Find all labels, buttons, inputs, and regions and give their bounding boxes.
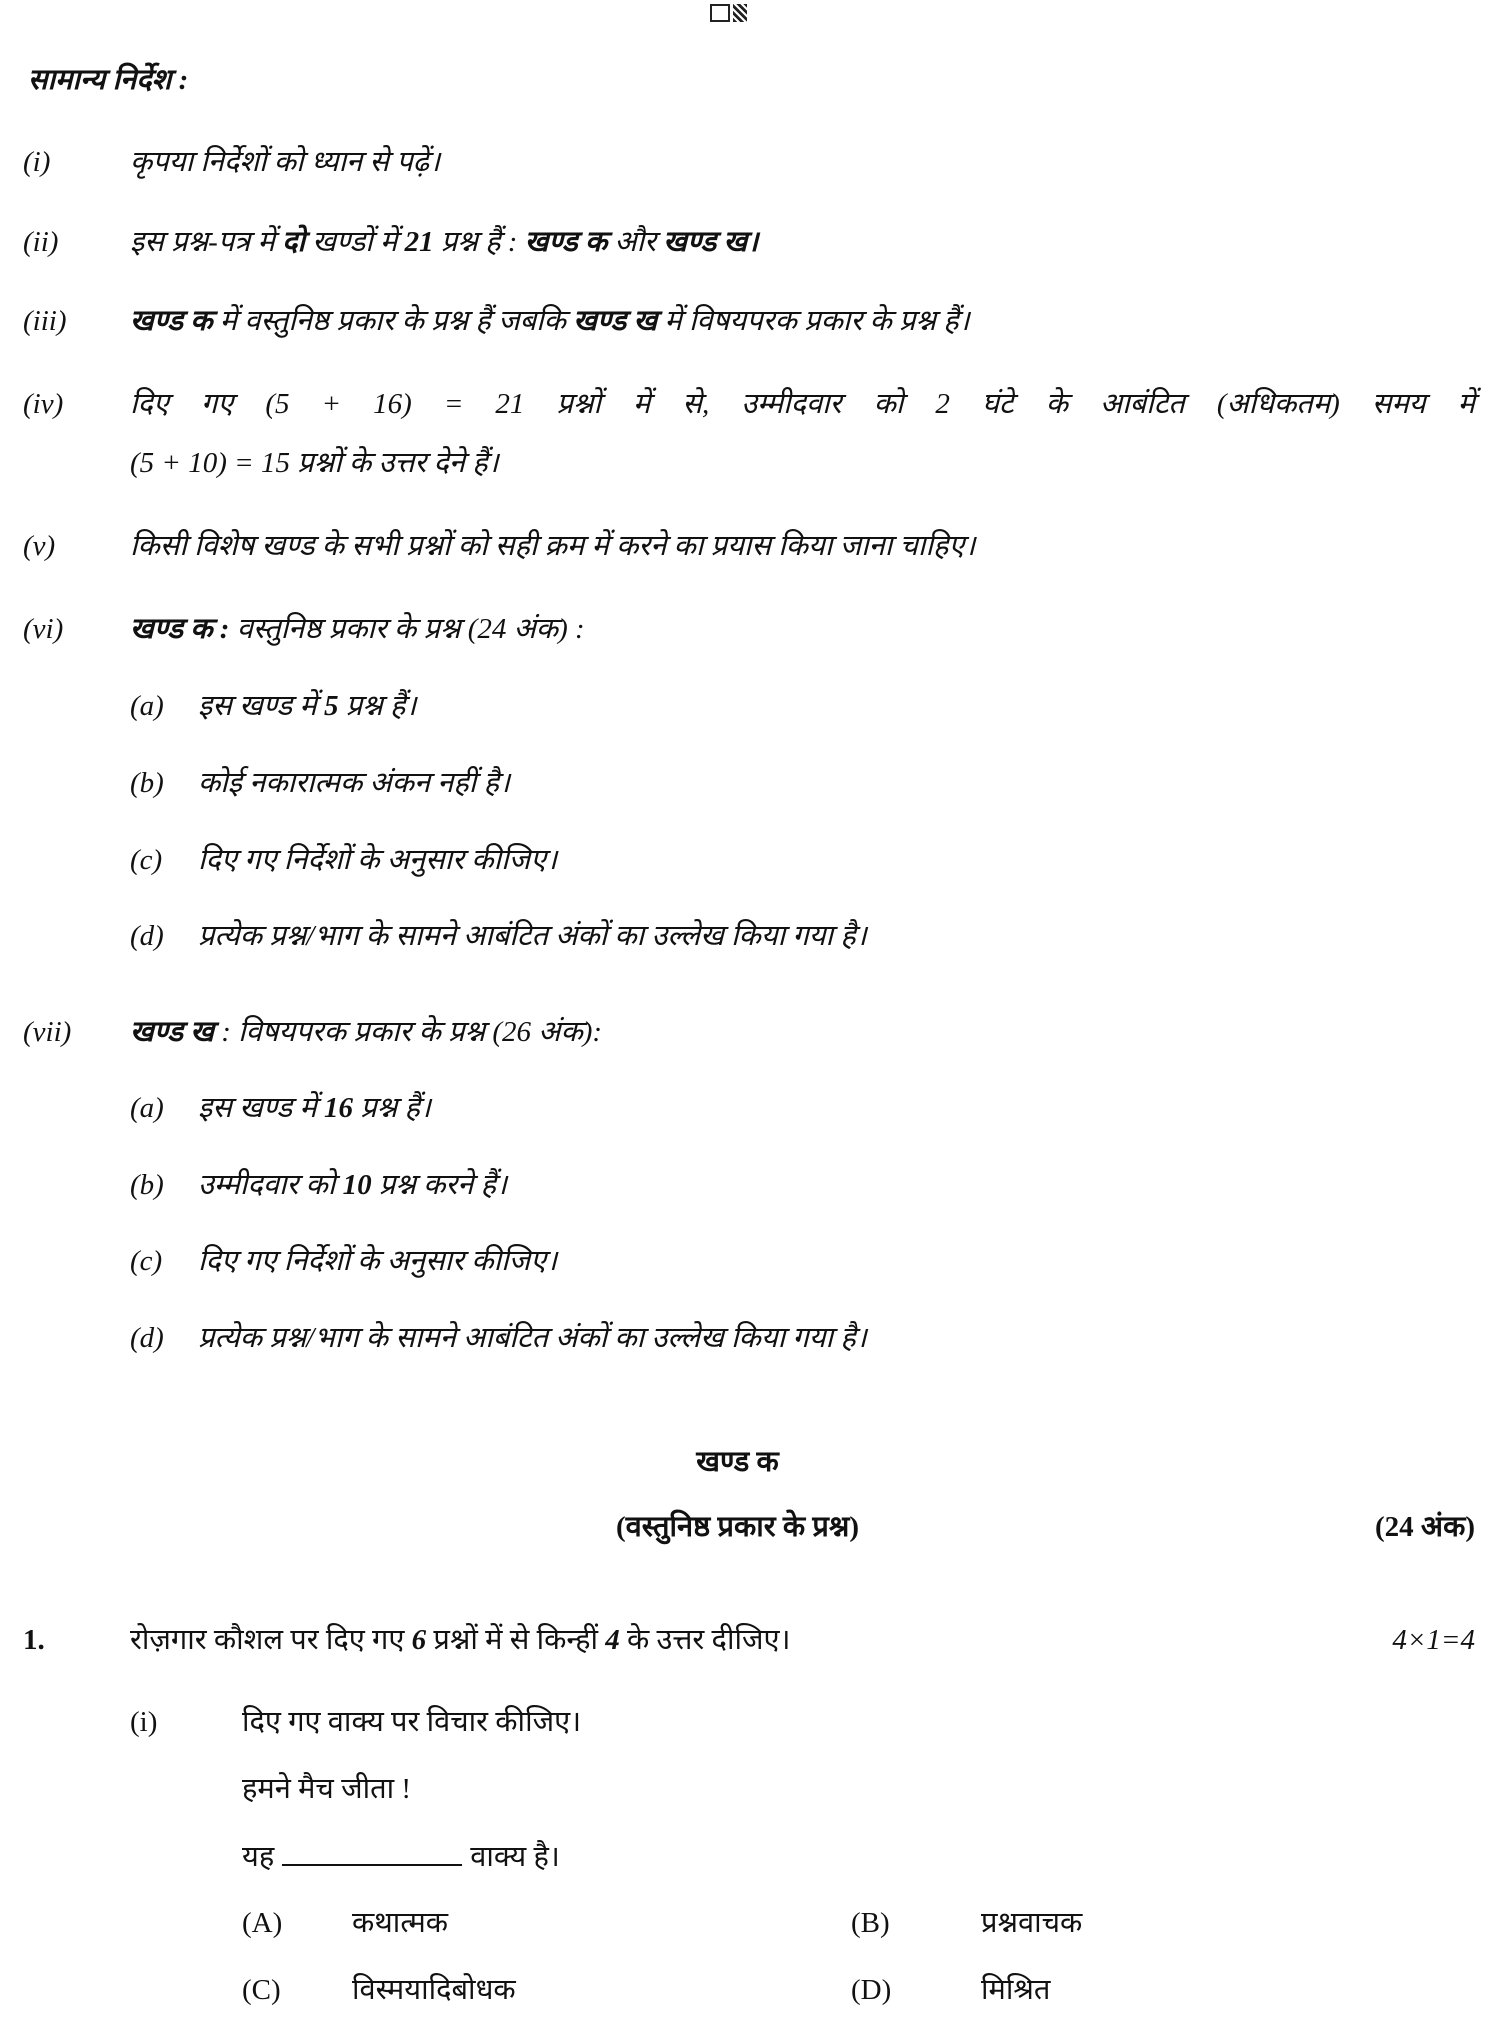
text: रोज़गार कौशल पर दिए गए <box>130 1624 412 1656</box>
text: में विषयपरक प्रकार के प्रश्न हैं। <box>657 305 970 337</box>
instruction-text: (5 + 10) = 15 प्रश्नों के उत्तर देने हैं। <box>130 447 499 479</box>
option-label: (C) <box>242 1974 281 2006</box>
sub-text: दिए गए निर्देशों के अनुसार कीजिए। <box>198 844 558 876</box>
sub-text: कोई नकारात्मक अंकन नहीं है। <box>198 767 510 799</box>
sub-number: (d) <box>130 1322 164 1354</box>
instruction-number: (vi) <box>23 613 64 645</box>
instruction-text <box>130 303 970 339</box>
part-sentence: हमने मैच जीता ! <box>242 1773 412 1805</box>
blank-line <box>282 1838 462 1866</box>
bold-text: खण्ड क <box>130 305 213 337</box>
bold-text: 5 <box>323 690 339 722</box>
bold-text: 16 <box>323 1092 353 1124</box>
sub-number: (a) <box>130 1092 164 1124</box>
sub-number: (b) <box>130 767 164 799</box>
option-text: कथात्मक <box>352 1907 449 1939</box>
sub-number: (b) <box>130 1169 164 1201</box>
bold-text: खण्ड क <box>524 226 608 258</box>
instruction-text: दिए गए (5 + 16) = 21 प्रश्नों में से, उम्मीदवार को 2 घंटे के आबंटित (अधिकतम) समय में <box>130 388 1475 420</box>
qr-code-right <box>733 4 747 22</box>
text: और <box>607 226 664 258</box>
sub-text: प्रत्येक प्रश्न/भाग के सामने आबंटित अंकों का उल्लेख किया गया है। <box>198 1322 867 1354</box>
option-text: विस्मयादिबोधक <box>352 1974 516 2006</box>
section-title: खण्ड क <box>696 1446 779 1478</box>
text: वस्तुनिष्ठ प्रकार के प्रश्न (24 अंक) : <box>229 613 585 645</box>
bold-text: 4 <box>605 1624 620 1656</box>
part-number: (i) <box>130 1706 158 1738</box>
sub-text <box>198 1167 507 1203</box>
instruction-number: (iii) <box>23 305 67 337</box>
bold-text: 6 <box>411 1624 427 1656</box>
instruction-text <box>130 224 758 260</box>
section-subtitle: (वस्तुनिष्ठ प्रकार के प्रश्न) <box>615 1511 860 1543</box>
text: उम्मीदवार को <box>198 1169 343 1201</box>
option-label: (A) <box>242 1907 283 1939</box>
sub-number: (d) <box>130 920 164 952</box>
instruction-text: कृपया निर्देशों को ध्यान से पढ़ें। <box>130 146 441 178</box>
sub-text <box>198 688 416 724</box>
bold-text: 21 <box>404 226 434 258</box>
question-number: 1. <box>23 1624 45 1656</box>
option-label: (B) <box>851 1907 890 1939</box>
sub-number: (c) <box>130 1245 163 1277</box>
instruction-text <box>130 611 585 647</box>
instruction-number: (ii) <box>23 226 59 258</box>
text: प्रश्न हैं : <box>433 226 525 258</box>
question-marks: 4×1=4 <box>1392 1624 1475 1656</box>
text: खण्डों में <box>305 226 405 258</box>
section-marks: (24 अंक) <box>1375 1511 1475 1543</box>
sub-number: (c) <box>130 844 163 876</box>
instruction-number: (iv) <box>23 388 64 420</box>
option-text: प्रश्नवाचक <box>981 1907 1083 1939</box>
sub-text <box>198 1090 431 1126</box>
option-label: (D) <box>851 1974 892 2006</box>
text: इस प्रश्न-पत्र में <box>130 226 283 258</box>
sub-text: दिए गए निर्देशों के अनुसार कीजिए। <box>198 1245 558 1277</box>
bold-text: खण्ड क : <box>130 613 230 645</box>
text: प्रश्न करने हैं। <box>371 1169 507 1201</box>
instruction-text <box>130 1014 602 1050</box>
text: : विषयपरक प्रकार के प्रश्न (26 अंक): <box>213 1016 603 1048</box>
sub-text: प्रत्येक प्रश्न/भाग के सामने आबंटित अंकों का उल्लेख किया गया है। <box>198 920 867 952</box>
text: यह <box>242 1841 275 1873</box>
bold-text: खण्ड ख <box>130 1016 214 1048</box>
instruction-number: (i) <box>23 146 51 178</box>
text: के उत्तर दीजिए। <box>619 1624 791 1656</box>
text: में वस्तुनिष्ठ प्रकार के प्रश्न हैं जबकि <box>212 305 574 337</box>
question-text <box>130 1622 791 1658</box>
instruction-number: (v) <box>23 530 56 562</box>
general-instructions-heading: सामान्य निर्देश : <box>28 64 189 96</box>
text: वाक्य है। <box>470 1841 560 1873</box>
fill-in-blank <box>242 1838 560 1875</box>
text: प्रश्न हैं। <box>338 690 417 722</box>
bold-text: खण्ड ख। <box>663 226 759 258</box>
text: इस खण्ड में <box>198 690 324 722</box>
part-prompt: दिए गए वाक्य पर विचार कीजिए। <box>242 1706 582 1738</box>
option-text: मिश्रित <box>981 1974 1051 2006</box>
qr-code-left <box>710 4 730 22</box>
bold-text: 10 <box>342 1169 372 1201</box>
text: प्रश्न हैं। <box>352 1092 431 1124</box>
text: इस खण्ड में <box>198 1092 324 1124</box>
instruction-number: (vii) <box>23 1016 72 1048</box>
sub-number: (a) <box>130 690 164 722</box>
bold-text: दो <box>282 226 305 258</box>
bold-text: खण्ड ख <box>573 305 658 337</box>
text: प्रश्नों में से किन्हीं <box>426 1624 606 1656</box>
instruction-text: किसी विशेष खण्ड के सभी प्रश्नों को सही क्रम में करने का प्रयास किया जाना चाहिए। <box>130 530 976 562</box>
